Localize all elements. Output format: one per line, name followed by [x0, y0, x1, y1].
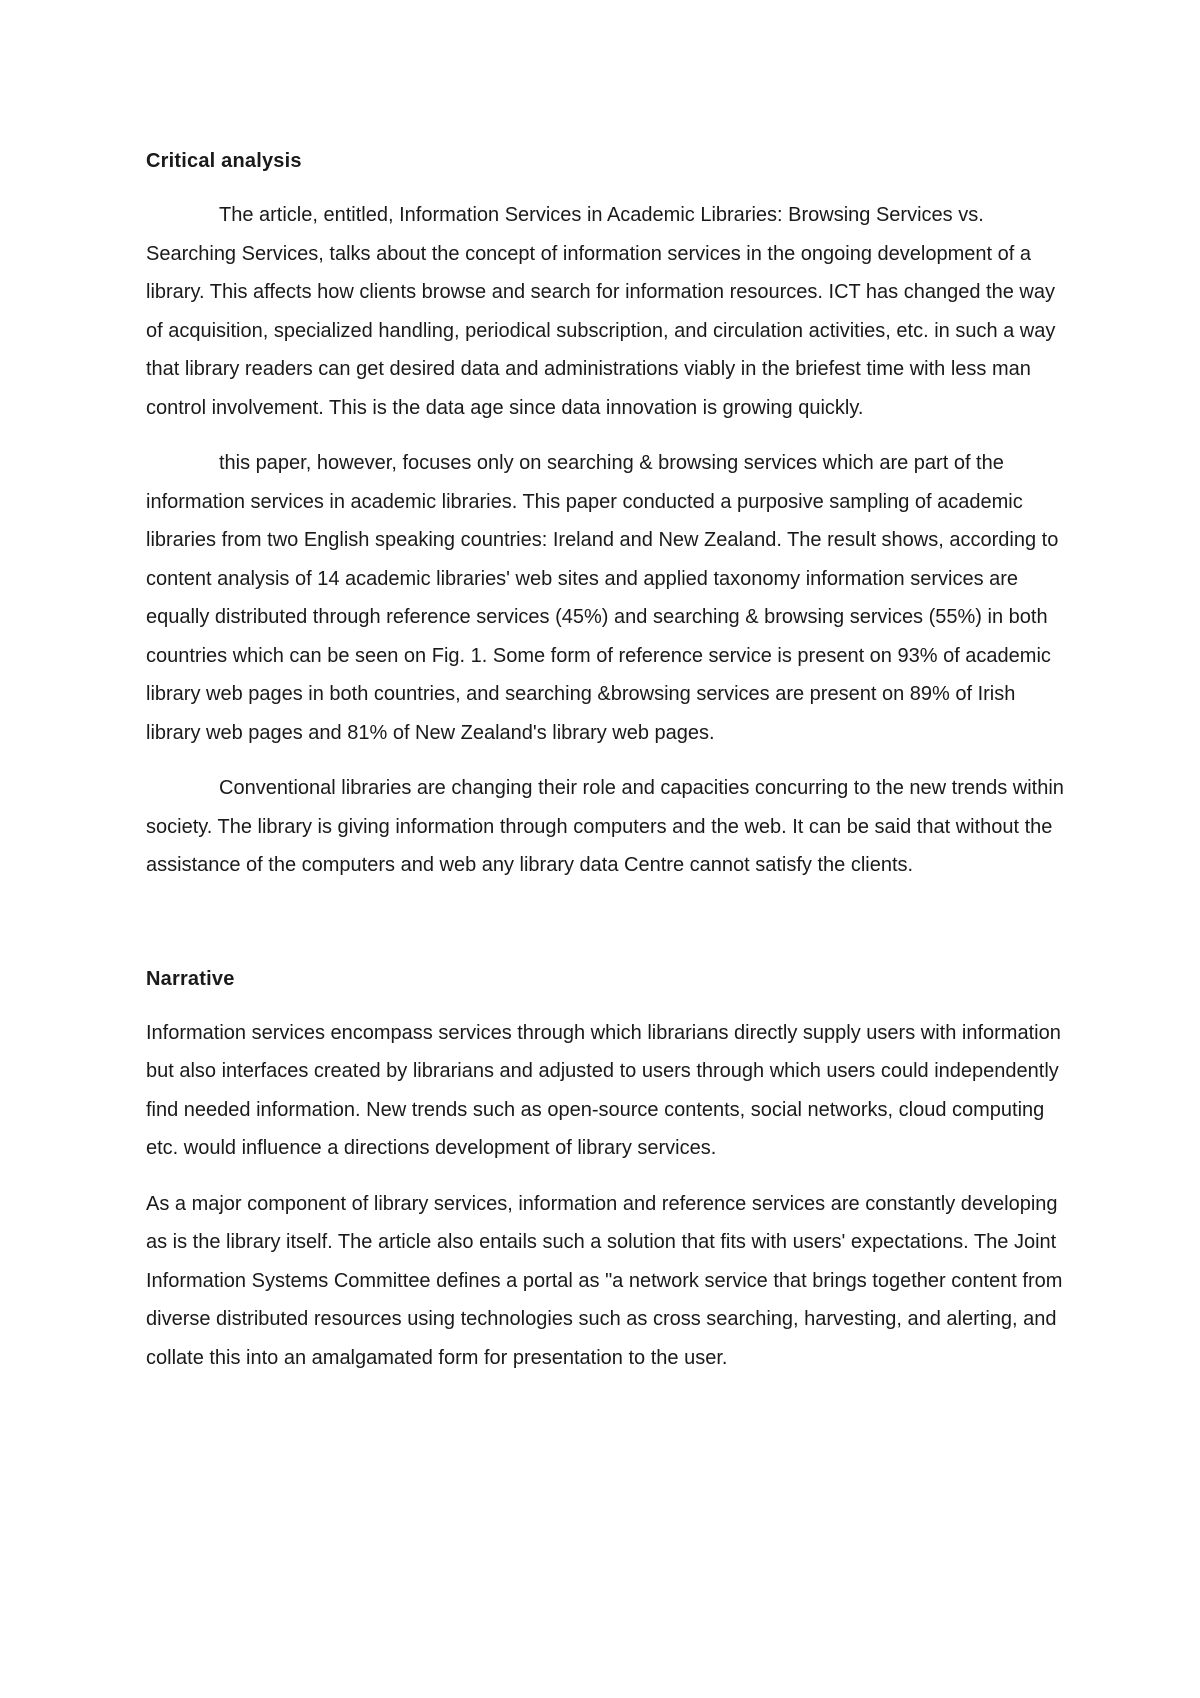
section-spacer	[146, 902, 1066, 960]
narrative-paragraph-2: As a major component of library services, information and reference services are constantly developing as is the library itself. The article also entails such a solution that fits with users' expectations. The Joint Information Systems Committee defines a portal as "a network service that brings together content from diverse distributed resources using technologies such as cross searching, harvesting, and alerting, and collate this into an amalgamated form for presentation to the user.	[146, 1192, 1063, 1369]
critical-analysis-heading: Critical analysis	[146, 150, 302, 172]
narrative-heading: Narrative	[146, 967, 235, 990]
critical-analysis-paragraph-3: Conventional libraries are changing their role and capacities concurring to the new trends within society. The library is giving information through computers and the web. It can be said that without the assistance of the computers and web any library data Centre cannot satisfy the clients.	[146, 777, 1064, 876]
narrative-paragraph-1: Information services encompass services through which librarians directly supply users with information but also interfaces created by librarians and adjusted to users through which users could independently find needed information. New trends such as open-source contents, social networks, cloud computing etc. would influence a directions development of library services.	[146, 1021, 1061, 1159]
critical-analysis-paragraph-2: this paper, however, focuses only on searching & browsing services which are part of the information services in academic libraries. This paper conducted a purposive sampling of academic libraries from two English speaking countries: Ireland and New Zealand. The result shows, according to content analysis of 14 academic libraries' web sites and applied taxonomy information services are equally distributed through reference services (45%) and searching & browsing services (55%) in both countries which can be seen on Fig. 1. Some form of reference service is present on 93% of academic library web pages in both countries, and searching &browsing services are present on 89% of Irish library web pages and 81% of New Zealand's library web pages.	[146, 452, 1059, 744]
document-body	[146, 142, 1066, 1394]
critical-analysis-paragraph-1: The article, entitled, Information Services in Academic Libraries: Browsing Services vs. Searching Services, talks about the concept of information services in the ongoing development of a library. This affects how clients browse and search for information resources. ICT has changed the way of acquisition, specialized handling, periodical subscription, and circulation activities, etc. in such a way that library readers can get desired data and administrations viably in the briefest time with less man control involvement. This is the data age since data innovation is growing quickly.	[146, 204, 1056, 419]
